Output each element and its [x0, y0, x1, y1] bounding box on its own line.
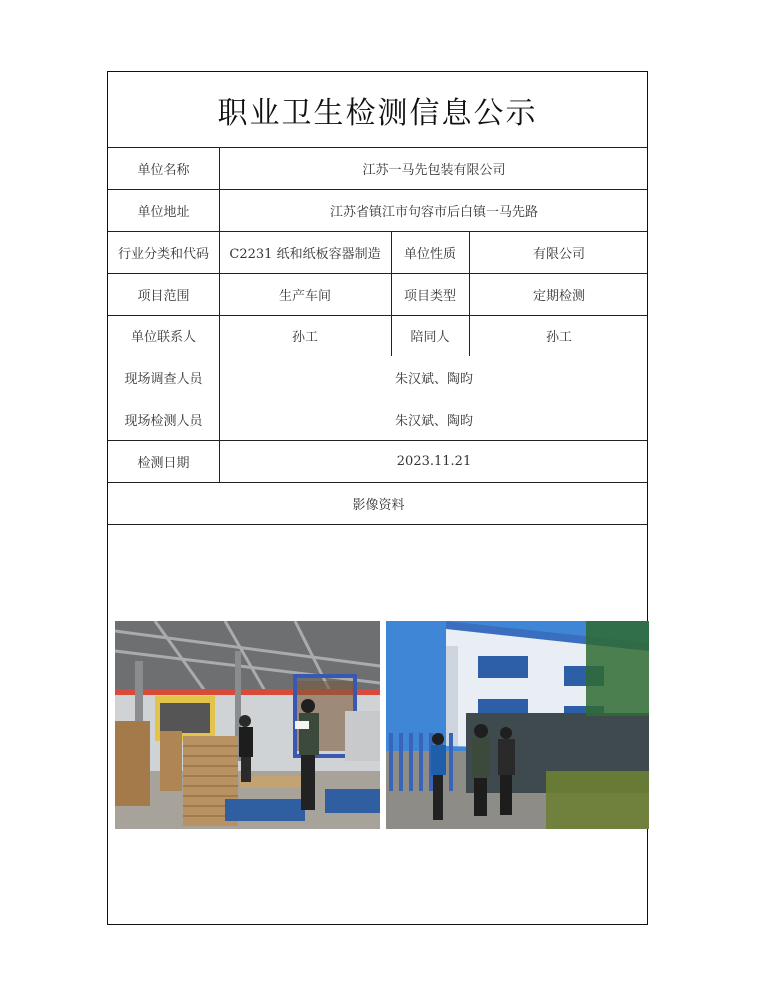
contact-label: 单位联系人: [130, 330, 196, 345]
page-title: 职业卫生检测信息公示: [217, 95, 538, 131]
unit-address-label: 单位地址: [137, 204, 190, 220]
project-scope-label: 项目范围: [137, 288, 190, 304]
escort-label: 陪同人: [410, 330, 450, 345]
survey-staff-value: 朱汉斌、陶昀: [394, 371, 473, 387]
industry-value: C2231 纸和纸板容器制造: [229, 246, 381, 262]
disclosure-document: [107, 71, 648, 925]
escort-value: 孙工: [545, 330, 572, 345]
building-exterior-photo: [386, 621, 649, 829]
test-date-value: 2023.11.21: [396, 453, 472, 469]
test-staff-value: 朱汉斌、陶昀: [394, 413, 473, 429]
unit-nature-label: 单位性质: [403, 246, 456, 262]
industry-label: 行业分类和代码: [117, 246, 209, 262]
survey-staff-label: 现场调查人员: [124, 371, 203, 387]
project-type-value: 定期检测: [532, 288, 585, 304]
factory-workshop-photo: [115, 621, 380, 829]
project-scope-value: 生产车间: [278, 288, 331, 304]
images-section-heading: 影像资料: [352, 497, 405, 513]
divider: [108, 524, 647, 525]
project-type-label: 项目类型: [403, 288, 456, 304]
test-staff-label: 现场检测人员: [124, 413, 203, 429]
unit-address-value: 江苏省镇江市句容市后白镇一马先路: [329, 204, 538, 220]
unit-name-value: 江苏一马先包装有限公司: [362, 162, 506, 178]
unit-name-label: 单位名称: [137, 162, 190, 178]
test-date-label: 检测日期: [137, 455, 190, 471]
contact-value: 孙工: [291, 330, 318, 345]
unit-nature-value: 有限公司: [532, 246, 585, 262]
